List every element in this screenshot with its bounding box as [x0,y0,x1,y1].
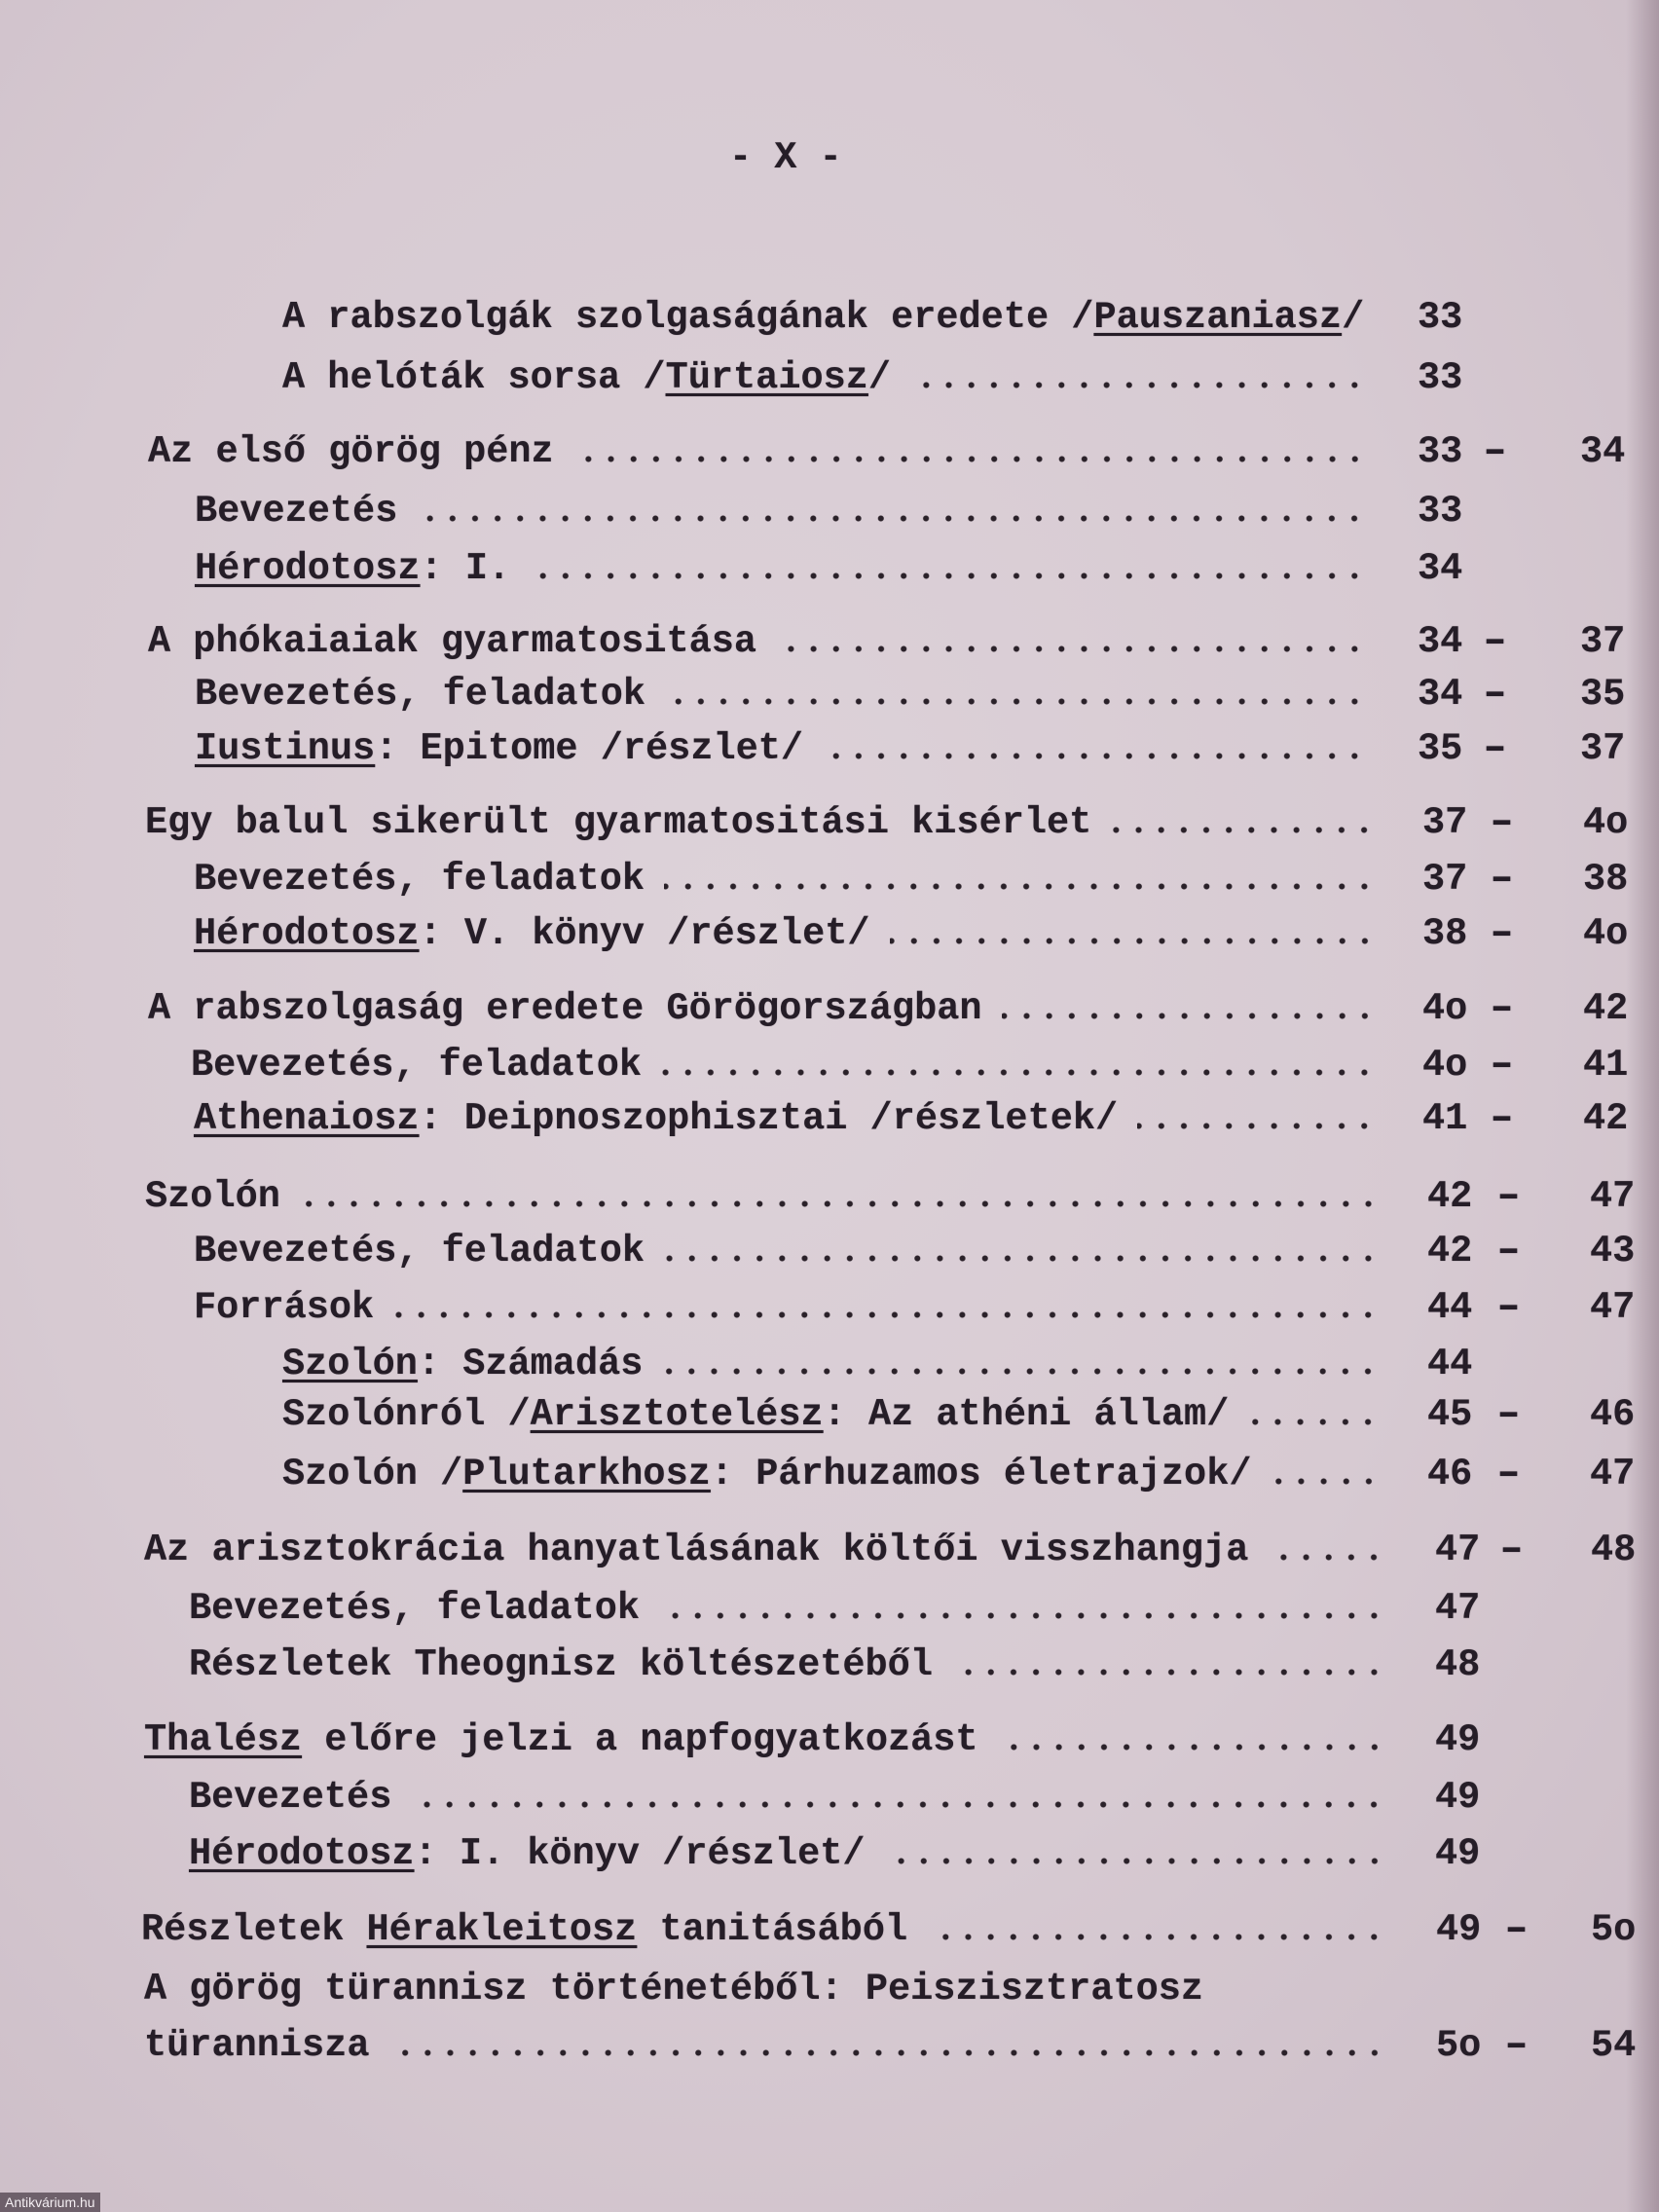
dot-leader [300,1200,1380,1207]
page-start: 49 [1435,1832,1481,1875]
toc-entry [0,1527,1659,1573]
page-end: 41 [1583,1044,1629,1087]
entry-title: Bevezetés, feladatok [195,673,646,716]
toc-entry [0,1391,1659,1438]
toc-entry [0,1641,1659,1688]
page-range-separator: - [1477,673,1514,716]
entry-title: Az arisztokrácia hanyatlásának költői visszhangja [144,1529,1249,1571]
entry-title-text: : V. könyv /részlet/ [419,912,870,955]
dot-leader [952,1669,1385,1676]
entry-title: Bevezetés, feladatok [189,1587,641,1630]
page-end: 42 [1583,1097,1629,1140]
entry-title: Részletek Theognisz költészetéből [189,1643,933,1686]
page-range-separator: - [1484,858,1521,901]
page-start: 41 [1422,1097,1468,1140]
toc-entry [0,910,1659,957]
dot-leader [664,1255,1380,1262]
page-start: 5o [1436,2024,1482,2067]
dot-leader [1272,1478,1380,1485]
entry-title-text: : I. [420,547,511,590]
page-start: 34 [1418,547,1463,590]
page-end: 34 [1580,430,1626,473]
page-number-header: - X - [729,136,842,179]
page-start: 38 [1422,912,1468,955]
page-range-separator: - [1491,1453,1528,1495]
dot-leader [417,515,1366,522]
page-start: 33 [1418,430,1463,473]
entry-title-text: A helóták sorsa / [282,356,666,399]
dot-leader [910,382,1366,388]
page-start: 47 [1435,1529,1481,1571]
entry-author: Plutarkhosz [462,1453,711,1495]
entry-author: Hérodotosz [194,912,420,955]
entry-title-text: Szolónról / [282,1393,531,1436]
page-start: 44 [1427,1286,1473,1329]
dot-leader [1137,1123,1376,1129]
page-start: 49 [1435,1718,1481,1761]
page-start: 45 [1427,1393,1473,1436]
page-start: 42 [1427,1230,1473,1272]
page-end: 38 [1583,858,1629,901]
entry-title-text: : Párhuzamos életrajzok/ [710,1453,1252,1495]
page-start: 37 [1422,801,1468,844]
dot-leader [393,1311,1380,1318]
entry-title-text: : Epitome /részlet/ [375,727,804,770]
toc-entry [0,294,1659,341]
page-start: 33 [1418,490,1463,533]
page-end: 43 [1590,1230,1636,1272]
entry-author: Pauszaniasz [1093,296,1343,339]
toc-entry [0,1830,1659,1877]
entry-title: Egy balul sikerült gyarmatositási kisérlet [145,801,1092,844]
page-range-separator: - [1484,912,1521,955]
page-range-separator: - [1477,430,1514,473]
page-range-separator: - [1498,1908,1535,1951]
toc-entry [0,1173,1659,1220]
toc-entry [0,545,1659,592]
entry-author: Iustinus [195,727,376,770]
entry-author: Szolón [282,1343,418,1385]
entry-title-text: : Deipnoszophisztai /részletek/ [419,1097,1119,1140]
entry-author: Athenaiosz [194,1097,420,1140]
dot-leader [1111,827,1376,833]
page-end: 54 [1591,2024,1637,2067]
entry-author: Thalész [144,1718,303,1761]
dot-leader [885,1858,1385,1864]
entry-title: Az első görög pénz [148,430,554,473]
toc-entry [0,985,1659,1032]
entry-title: türannisza [144,2024,370,2067]
entry-title-text: : Az athéni állam/ [823,1393,1230,1436]
toc-entry [0,1042,1659,1088]
page-range-separator: - [1491,1230,1528,1272]
page-range-separator: - [1493,1529,1530,1571]
page-start: 34 [1418,620,1463,663]
toc-entry [0,1906,1659,1953]
page-start: 46 [1427,1453,1473,1495]
toc-entry [0,1774,1659,1821]
dot-leader [1268,1554,1385,1561]
entry-author: Türtaiosz [665,356,868,399]
toc-entry [0,856,1659,903]
page-start: 4o [1422,987,1468,1030]
page-end: 47 [1590,1175,1636,1218]
entry-author: Hérodotosz [195,547,421,590]
dot-leader [389,2049,1385,2056]
dot-leader [998,1744,1385,1751]
dot-leader [664,883,1376,890]
page-start: 33 [1418,356,1463,399]
entry-title-text: : Számadás [417,1343,644,1385]
dot-leader [530,572,1366,579]
toc-entry [0,799,1659,846]
dot-leader [411,1801,1385,1808]
watermark: Antikvárium.hu [0,2193,100,2212]
entry-title: A görög türannisz történetéből: Peiszisztratosz [144,1968,1204,2010]
entry-title-text: előre jelzi a napfogyatkozást [302,1718,978,1761]
page-range-separator: - [1491,1393,1528,1436]
page-end: 4o [1583,801,1629,844]
page-start: 4o [1422,1044,1468,1087]
entry-title-text: / [1342,296,1365,339]
entry-title: A rabszolgaság eredete Görögországban [148,987,982,1030]
page-start: 35 [1418,727,1463,770]
toc-entry [0,618,1659,665]
toc-entry [0,428,1659,475]
page-start: 42 [1427,1175,1473,1218]
page-end: 35 [1580,673,1626,716]
entry-title-text: Részletek [141,1908,367,1951]
dot-leader [665,698,1366,705]
entry-title: Szolón [145,1175,280,1218]
page-end: 46 [1590,1393,1636,1436]
page-range-separator: - [1477,620,1514,663]
page-range-separator: - [1484,987,1521,1030]
entry-author: Hérakleitosz [366,1908,638,1951]
entry-title-text: tanitásából [637,1908,908,1951]
page-end: 4o [1583,912,1629,955]
dot-leader [927,1934,1385,1940]
entry-title: Bevezetés [195,490,398,533]
toc-entry [0,1341,1659,1387]
toc-entry [0,725,1659,772]
page-start: 34 [1418,673,1463,716]
page-range-separator: - [1491,1175,1528,1218]
page-end: 47 [1590,1453,1636,1495]
entry-author: Arisztotelész [530,1393,824,1436]
toc-entry [0,1716,1659,1763]
entry-title-text: Szolón / [282,1453,463,1495]
dot-leader [659,1612,1385,1619]
toc-entry [0,1228,1659,1274]
entry-title-text: : I. könyv /részlet/ [414,1832,866,1875]
dot-leader [776,645,1366,652]
toc-entry [0,1095,1659,1142]
page-end: 37 [1580,620,1626,663]
page-range-separator: - [1477,727,1514,770]
entry-title-text: / [867,356,892,399]
page-end: 37 [1580,727,1626,770]
toc-entry [0,671,1659,718]
toc-entry [0,2022,1659,2069]
page-start: 49 [1436,1908,1482,1951]
toc-entry [0,1966,1659,2012]
toc-entry [0,354,1659,401]
page-start: 49 [1435,1776,1481,1819]
page-end: 42 [1583,987,1629,1030]
dot-leader [890,938,1376,944]
entry-title: Források [194,1286,375,1329]
page-range-separator: - [1498,2024,1535,2067]
entry-title: Bevezetés [189,1776,392,1819]
dot-leader [573,456,1366,462]
entry-author: Hérodotosz [189,1832,415,1875]
entry-title: A phókaiaiak gyarmatositása [148,620,757,663]
toc-entry [0,1284,1659,1331]
toc-entry [0,488,1659,535]
page-end: 47 [1590,1286,1636,1329]
entry-title: Bevezetés, feladatok [194,858,645,901]
toc-entry [0,1585,1659,1632]
page-start: 48 [1435,1643,1481,1686]
dot-leader [1002,1013,1376,1019]
page-start: 33 [1418,296,1463,339]
page-start: 47 [1435,1587,1481,1630]
toc-entry [0,1451,1659,1497]
dot-leader [661,1069,1376,1076]
entry-title: Bevezetés, feladatok [191,1044,643,1087]
page-start: 37 [1422,858,1468,901]
page-range-separator: - [1491,1286,1528,1329]
dot-leader [662,1368,1380,1375]
entry-title-text: A rabszolgák szolgaságának eredete / [282,296,1094,339]
page-range-separator: - [1484,801,1521,844]
page-range-separator: - [1484,1044,1521,1087]
page-range-separator: - [1484,1097,1521,1140]
page-end: 5o [1591,1908,1637,1951]
dot-leader [1248,1419,1380,1425]
entry-title: Bevezetés, feladatok [194,1230,645,1272]
page-end: 48 [1591,1529,1637,1571]
dot-leader [823,753,1366,759]
page-start: 44 [1427,1343,1473,1385]
